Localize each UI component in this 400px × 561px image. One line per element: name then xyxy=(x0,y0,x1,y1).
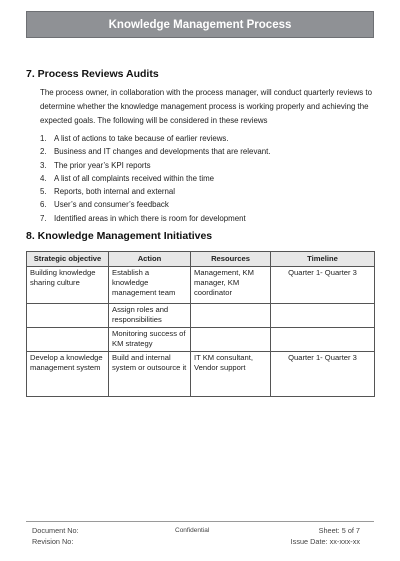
table-row xyxy=(27,328,375,352)
list-item: 4. A list of all complaints received within the time xyxy=(40,173,215,183)
section-7-heading: 7. Process Reviews Audits xyxy=(26,68,159,80)
column-header: Strategic objective xyxy=(27,252,109,267)
list-item: 7. Identified areas in which there is room for development xyxy=(40,213,246,223)
review-considerations-list xyxy=(40,134,370,227)
table-row xyxy=(27,267,375,304)
footer-document-number: Document No: xyxy=(32,526,79,535)
footer-issue-date: Issue Date: xx-xxx-xx xyxy=(290,537,360,546)
table-cell: IT KM consultant, Vendor support xyxy=(191,352,271,397)
list-item: 6. User’s and consumer’s feedback xyxy=(40,200,169,210)
footer-confidential-label: Confidential xyxy=(175,527,210,534)
table-cell: Monitoring success of KM strategy xyxy=(109,328,191,352)
footer-divider xyxy=(26,521,374,522)
table-cell xyxy=(27,328,109,352)
document-title: Knowledge Management Process xyxy=(108,18,292,31)
table-row xyxy=(27,352,375,397)
list-item: 3. The prior year’s KPI reports xyxy=(40,160,151,170)
table-cell: Build and internal system or outsource it xyxy=(109,352,191,397)
table-cell: Quarter 1- Quarter 3 xyxy=(271,352,375,397)
table-cell: Building knowledge sharing culture xyxy=(27,267,109,304)
column-header: Action xyxy=(109,252,191,267)
table-cell xyxy=(271,304,375,328)
list-item: 1. A list of actions to take because of earlier reviews. xyxy=(40,134,229,143)
list-item: 5. Reports, both internal and external xyxy=(40,187,176,197)
section-8-heading: 8. Knowledge Management Initiatives xyxy=(26,230,213,242)
table-cell xyxy=(271,328,375,352)
table-cell: Management, KM manager, KM coordinator xyxy=(191,267,271,304)
table-row xyxy=(27,304,375,328)
footer-revision-number: Revision No: xyxy=(32,537,74,546)
column-header: Timeline xyxy=(271,252,375,267)
table-cell: Assign roles and responsibilities xyxy=(109,304,191,328)
table-cell: Establish a knowledge management team xyxy=(109,267,191,304)
table-cell xyxy=(191,328,271,352)
table-cell: Quarter 1- Quarter 3 xyxy=(271,267,375,304)
table-cell xyxy=(27,304,109,328)
table-cell: Develop a knowledge management system xyxy=(27,352,109,397)
header-title-bar xyxy=(26,11,374,38)
column-header: Resources xyxy=(191,252,271,267)
table-header-row xyxy=(27,252,375,267)
section-7-paragraph: The process owner, in collaboration with the process manager, will conduct quarterly reviews to determine whether the knowledge management process is working properly and achieving the expected goals. The following will be considered in these reviews xyxy=(40,88,373,125)
list-item: 2. Business and IT changes and developments that are relevant. xyxy=(40,147,271,157)
initiatives-table xyxy=(26,251,375,397)
table-cell xyxy=(191,304,271,328)
footer-sheet-number: Sheet: 5 of 7 xyxy=(318,526,360,535)
